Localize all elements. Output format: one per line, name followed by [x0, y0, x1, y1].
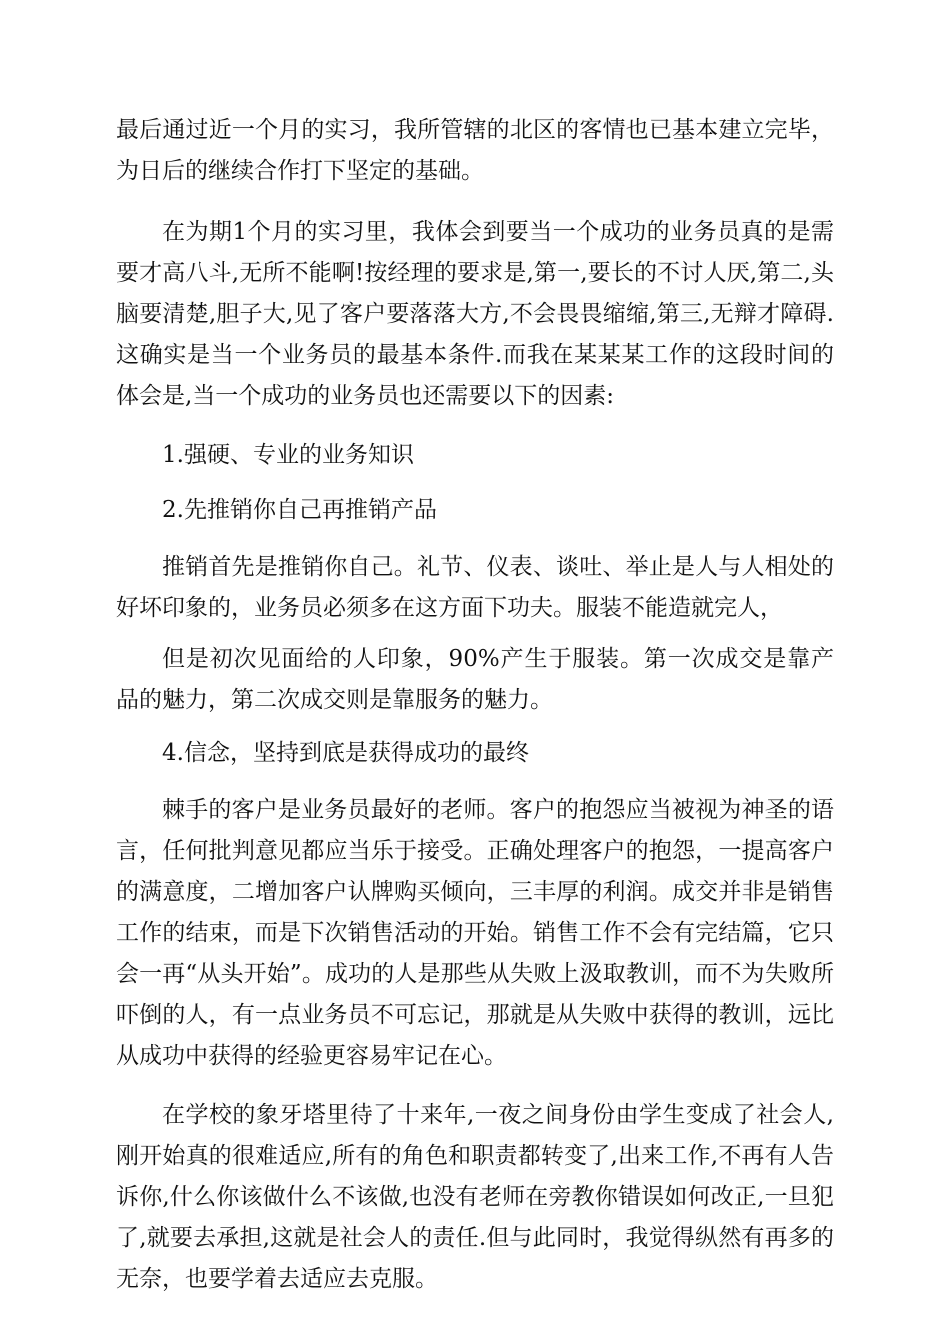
paragraph-6: 在学校的象牙塔里待了十来年,一夜之间身份由学生变成了社会人,刚开始真的很难适应,所有的角色和职责都转变了,出来工作,不再有人告诉你,什么你该做什么不该做,也没有老师在旁教你错误如何改正,一旦犯了,就要去承担,这就是社会人的责任.但与此同时，我觉得纵然有再多的无奈，也要学着去适应去克服。 [116, 1102, 834, 1292]
document-page [116, 110, 834, 1316]
paragraph-4: 但是初次见面给的人印象，90%产生于服装。第一次成交是靠产品的魅力，第二次成交则是靠服务的魅力。 [116, 646, 834, 713]
list-item-4: 4.信念，坚持到底是获得成功的最终 [162, 740, 529, 766]
paragraph-2: 在为期1个月的实习里，我体会到要当一个成功的业务员真的是需要才高八斗,无所不能啊!按经理的要求是,第一,要长的不讨人厌,第二,头脑要清楚,胆子大,见了客户要落落大方,不会畏畏缩缩,第三,无辩才障碍.这确实是当一个业务员的最基本条件.而我在某某某工作的这段时间的体会是,当一个成功的业务员也还需要以下的因素: [116, 219, 834, 409]
paragraph-5: 棘手的客户是业务员最好的老师。客户的抱怨应当被视为神圣的语言，任何批判意见都应当乐于接受。正确处理客户的抱怨，一提高客户的满意度，二增加客户认牌购买倾向，三丰厚的利润。成交并非是销售工作的结束，而是下次销售活动的开始。销售工作不会有完结篇，它只会一再“从头开始”。成功的人是那些从失败上汲取教训，而不为失败所吓倒的人，有一点业务员不可忘记，那就是从失败中获得的教训，远比从成功中获得的经验更容易牢记在心。 [116, 797, 834, 1069]
list-item-1: 1.强硬、专业的业务知识 [162, 442, 414, 468]
list-item-2: 2.先推销你自己再推销产品 [162, 497, 437, 523]
paragraph-3: 推销首先是推销你自己。礼节、仪表、谈吐、举止是人与人相处的好坏印象的，业务员必须多在这方面下功夫。服装不能造就完人， [116, 554, 834, 621]
paragraph-1: 最后通过近一个月的实习，我所管辖的北区的客情也已基本建立完毕，为日后的继续合作打下坚定的基础。 [116, 117, 834, 184]
